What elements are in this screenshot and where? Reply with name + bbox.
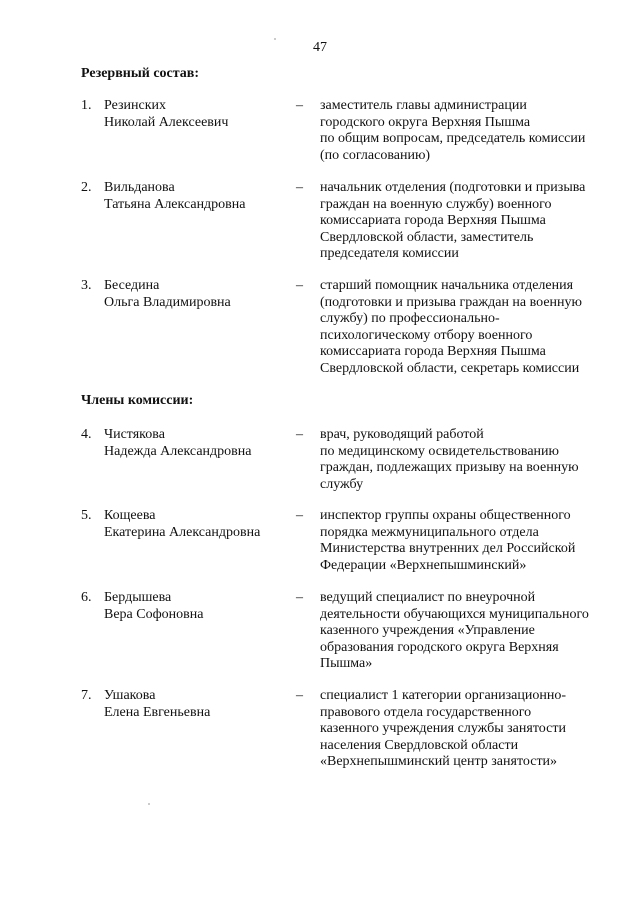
given-name: Елена Евгеньевна (104, 704, 211, 720)
surname: Резинских (104, 98, 167, 113)
description-line: Свердловской области, секретарь комиссии (320, 360, 580, 376)
surname: Беседина (104, 278, 160, 293)
description-line: граждан на военную службу) военного (320, 196, 552, 212)
description-line: порядка межмуниципального отдела (320, 524, 539, 540)
dash: – (296, 688, 303, 703)
description-line: Министерства внутренних дел Российской (320, 541, 576, 557)
description-line: службу) по профессионально- (320, 311, 500, 327)
person-name (104, 590, 284, 623)
position-description (320, 508, 620, 574)
entry-number: 4. (81, 427, 92, 442)
given-name: Надежда Александровна (104, 443, 252, 459)
description-line: казенного учреждения «Управление (320, 623, 535, 639)
description-line: граждан, подлежащих призыву на военную (320, 460, 579, 476)
person-name (104, 427, 284, 460)
surname: Кощеева (104, 508, 156, 523)
person-name (104, 98, 284, 131)
description-line: (по согласованию) (320, 147, 431, 163)
description-line: председателя комиссии (320, 246, 459, 262)
entry-number: 5. (81, 508, 92, 523)
given-name: Николай Алексеевич (104, 114, 229, 130)
description-line: ведущий специалист по внеурочной (320, 590, 536, 605)
person-name (104, 688, 284, 721)
entry-number: 2. (81, 180, 92, 195)
position-description (320, 98, 620, 164)
description-line: по общим вопросам, председатель комиссии (320, 131, 586, 147)
section-title-reserve: Резервный состав: (81, 66, 200, 81)
description-line: старший помощник начальника отделения (320, 278, 574, 293)
dash: – (296, 590, 303, 605)
given-name: Екатерина Александровна (104, 524, 261, 540)
description-line: комиссариата города Верхняя Пышма (320, 213, 546, 229)
position-description (320, 278, 620, 378)
description-line: деятельности обучающихся муниципального (320, 606, 589, 622)
description-line: службу (320, 476, 364, 492)
description-line: (подготовки и призыва граждан на военную (320, 294, 582, 310)
entry-number: 7. (81, 688, 92, 703)
description-line: по медицинскому освидетельствованию (320, 443, 560, 459)
description-line: образования городского округа Верхняя (320, 639, 559, 655)
position-description (320, 427, 620, 493)
description-line: населения Свердловской области (320, 737, 519, 753)
person-name (104, 508, 284, 541)
surname: Вильданова (104, 180, 175, 195)
given-name: Татьяна Александровна (104, 196, 246, 212)
dash: – (296, 508, 303, 523)
description-line: Свердловской области, заместитель (320, 229, 534, 245)
person-name (104, 278, 284, 311)
surname: Ушакова (104, 688, 156, 703)
given-name: Вера Софоновна (104, 606, 204, 622)
description-line: начальник отделения (подготовки и призыва (320, 180, 586, 195)
entry-number: 1. (81, 98, 92, 113)
description-line: Федерации «Верхнепышминский» (320, 557, 527, 573)
description-line: заместитель главы администрации (320, 98, 527, 113)
scan-speck (148, 803, 150, 805)
description-line: казенного учреждения службы занятости (320, 721, 566, 737)
dash: – (296, 98, 303, 113)
entry-number: 6. (81, 590, 92, 605)
person-name (104, 180, 284, 213)
description-line: инспектор группы охраны общественного (320, 508, 571, 523)
surname: Бердышева (104, 590, 172, 605)
description-line: городского округа Верхняя Пышма (320, 114, 531, 130)
given-name: Ольга Владимировна (104, 294, 231, 310)
dash: – (296, 427, 303, 442)
description-line: комиссариата города Верхняя Пышма (320, 344, 546, 360)
page-number: 47 (313, 40, 327, 55)
description-line: «Верхнепышминский центр занятости» (320, 754, 558, 770)
entry-number: 3. (81, 278, 92, 293)
description-line: специалист 1 категории организационно- (320, 688, 567, 703)
description-line: врач, руководящий работой (320, 427, 484, 442)
surname: Чистякова (104, 427, 165, 442)
description-line: Пышма» (320, 656, 373, 672)
description-line: психологическому отбору военного (320, 327, 533, 343)
position-description (320, 590, 620, 673)
position-description (320, 688, 620, 771)
dash: – (296, 278, 303, 293)
section-title-members: Члены комиссии: (81, 393, 194, 408)
dash: – (296, 180, 303, 195)
position-description (320, 180, 620, 263)
scan-speck (274, 38, 276, 40)
description-line: правового отдела государственного (320, 704, 532, 720)
